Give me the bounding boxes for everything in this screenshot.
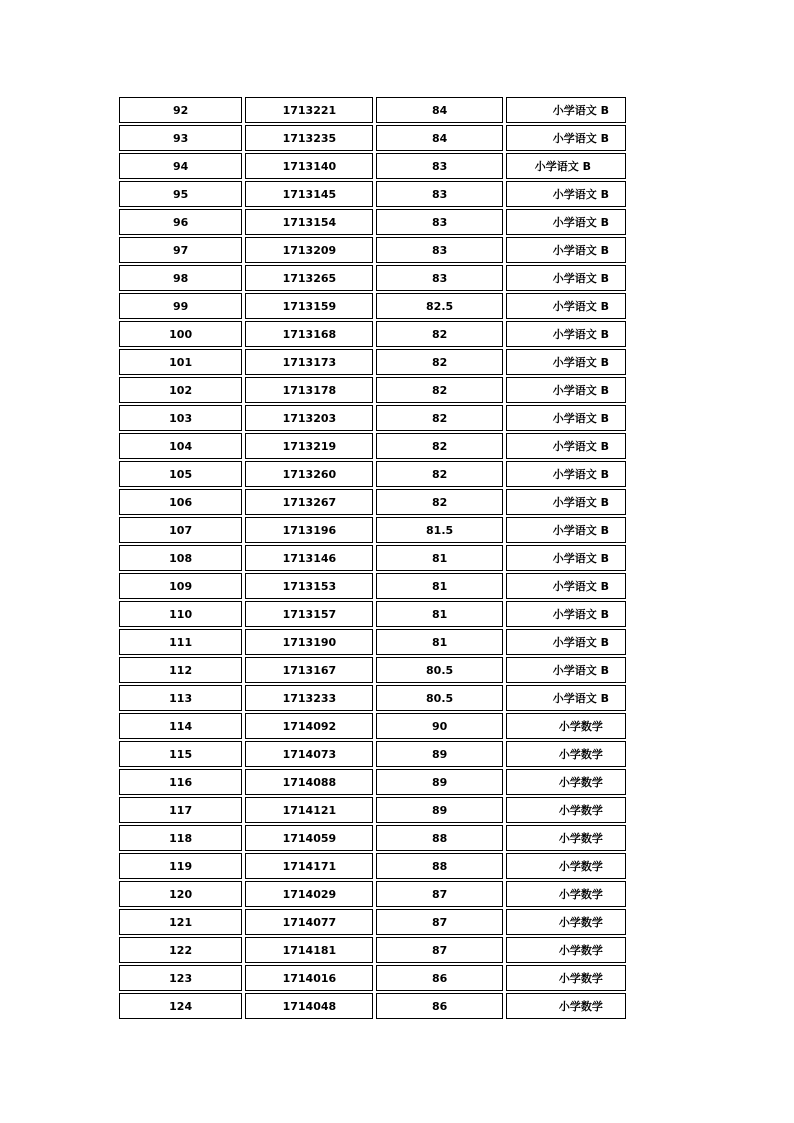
- score-text: 83: [431, 243, 448, 257]
- score-text: 82: [431, 355, 448, 369]
- table-row: [119, 237, 626, 263]
- candidate-id-text: 1714121: [282, 803, 337, 817]
- subject-text: 小学语文 B: [552, 188, 609, 201]
- row-number-text: 97: [172, 243, 189, 257]
- score-cell: [376, 797, 502, 823]
- score-text: 80.5: [426, 691, 454, 705]
- score-text: 81.5: [426, 523, 454, 537]
- candidate-id-text: 1714088: [282, 775, 337, 789]
- candidate-id-cell: [245, 993, 373, 1019]
- score-text: 88: [431, 831, 448, 845]
- subject-text: 小学语文 B: [552, 412, 609, 425]
- row-number-text: 122: [169, 943, 193, 957]
- candidate-id-text: 1713178: [282, 383, 337, 397]
- row-number-cell: [119, 377, 242, 403]
- candidate-id-cell: [245, 545, 373, 571]
- subject-cell: [506, 741, 626, 767]
- subject-text: 小学语文 B: [552, 328, 609, 341]
- row-number-text: 121: [169, 915, 193, 929]
- subject-text: 小学语文 B: [552, 132, 609, 145]
- subject-text: 小学语文 B: [552, 636, 609, 649]
- table-row: [119, 489, 626, 515]
- row-number-cell: [119, 657, 242, 683]
- subject-cell: [506, 853, 626, 879]
- row-number-cell: [119, 853, 242, 879]
- subject-cell: [506, 153, 626, 179]
- table-row: [119, 461, 626, 487]
- subject-cell: [506, 181, 626, 207]
- table-row: [119, 741, 626, 767]
- score-text: 80.5: [426, 663, 454, 677]
- row-number-text: 118: [169, 831, 193, 845]
- candidate-id-cell: [245, 153, 373, 179]
- subject-cell: [506, 825, 626, 851]
- subject-cell: [506, 545, 626, 571]
- score-cell: [376, 825, 502, 851]
- table-row: [119, 769, 626, 795]
- candidate-id-cell: [245, 405, 373, 431]
- table-row: [119, 181, 626, 207]
- row-number-cell: [119, 461, 242, 487]
- candidate-id-text: 1713146: [282, 551, 337, 565]
- subject-cell: [506, 433, 626, 459]
- row-number-cell: [119, 713, 242, 739]
- subject-cell: [506, 881, 626, 907]
- score-cell: [376, 741, 502, 767]
- candidate-id-text: 1713209: [282, 243, 337, 257]
- table-row: [119, 853, 626, 879]
- row-number-cell: [119, 965, 242, 991]
- row-number-text: 123: [169, 971, 193, 985]
- candidate-id-text: 1713196: [282, 523, 337, 537]
- table-row: [119, 713, 626, 739]
- score-text: 83: [431, 159, 448, 173]
- candidate-id-cell: [245, 461, 373, 487]
- score-cell: [376, 965, 502, 991]
- row-number-text: 100: [169, 327, 193, 341]
- subject-text: 小学数学: [558, 776, 603, 789]
- row-number-cell: [119, 573, 242, 599]
- score-cell: [376, 769, 502, 795]
- candidate-id-text: 1713159: [282, 299, 337, 313]
- subject-text: 小学数学: [558, 860, 603, 873]
- row-number-text: 106: [169, 495, 193, 509]
- row-number-text: 119: [169, 859, 193, 873]
- candidate-id-cell: [245, 601, 373, 627]
- table-row: [119, 937, 626, 963]
- subject-text: 小学语文 B: [552, 244, 609, 257]
- candidate-id-cell: [245, 517, 373, 543]
- candidate-id-text: 1713190: [282, 635, 337, 649]
- row-number-cell: [119, 125, 242, 151]
- row-number-text: 120: [169, 887, 193, 901]
- candidate-id-text: 1713145: [282, 187, 337, 201]
- score-cell: [376, 629, 502, 655]
- candidate-id-cell: [245, 881, 373, 907]
- score-text: 81: [431, 551, 448, 565]
- score-text: 82: [431, 439, 448, 453]
- row-number-text: 95: [172, 187, 189, 201]
- row-number-text: 99: [172, 299, 189, 313]
- subject-cell: [506, 685, 626, 711]
- candidate-id-text: 1713153: [282, 579, 337, 593]
- table-row: [119, 153, 626, 179]
- table-row: [119, 601, 626, 627]
- candidate-id-text: 1714048: [282, 999, 337, 1013]
- table-row: [119, 349, 626, 375]
- table-row: [119, 909, 626, 935]
- subject-cell: [506, 125, 626, 151]
- score-cell: [376, 517, 502, 543]
- subject-text: 小学数学: [558, 972, 603, 985]
- subject-text: 小学语文 B: [552, 664, 609, 677]
- subject-text: 小学数学: [558, 888, 603, 901]
- row-number-text: 101: [169, 355, 193, 369]
- row-number-cell: [119, 601, 242, 627]
- score-cell: [376, 153, 502, 179]
- candidate-id-cell: [245, 181, 373, 207]
- score-cell: [376, 293, 502, 319]
- candidate-id-cell: [245, 125, 373, 151]
- score-cell: [376, 237, 502, 263]
- candidate-id-text: 1713260: [282, 467, 337, 481]
- score-cell: [376, 349, 502, 375]
- candidate-id-cell: [245, 741, 373, 767]
- score-text: 84: [431, 103, 448, 117]
- candidate-id-text: 1714029: [282, 887, 337, 901]
- score-text: 82: [431, 411, 448, 425]
- score-text: 83: [431, 215, 448, 229]
- candidate-id-cell: [245, 377, 373, 403]
- candidate-id-text: 1713154: [282, 215, 337, 229]
- candidate-id-cell: [245, 797, 373, 823]
- subject-text: 小学数学: [558, 832, 603, 845]
- candidate-id-text: 1714092: [282, 719, 337, 733]
- row-number-cell: [119, 825, 242, 851]
- subject-cell: [506, 377, 626, 403]
- subject-cell: [506, 909, 626, 935]
- table-row: [119, 545, 626, 571]
- row-number-text: 108: [169, 551, 193, 565]
- score-text: 87: [431, 943, 448, 957]
- score-text: 89: [431, 747, 448, 761]
- row-number-cell: [119, 741, 242, 767]
- table-row: [119, 97, 626, 123]
- score-cell: [376, 573, 502, 599]
- subject-text: 小学语文 B: [552, 496, 609, 509]
- subject-text: 小学语文 B: [534, 160, 591, 173]
- subject-cell: [506, 937, 626, 963]
- candidate-id-text: 1713265: [282, 271, 337, 285]
- subject-cell: [506, 237, 626, 263]
- subject-text: 小学语文 B: [552, 692, 609, 705]
- score-cell: [376, 993, 502, 1019]
- score-cell: [376, 209, 502, 235]
- row-number-cell: [119, 937, 242, 963]
- score-cell: [376, 713, 502, 739]
- score-text: 87: [431, 915, 448, 929]
- score-cell: [376, 657, 502, 683]
- row-number-text: 104: [169, 439, 193, 453]
- score-text: 86: [431, 999, 448, 1013]
- score-text: 81: [431, 579, 448, 593]
- subject-text: 小学语文 B: [552, 272, 609, 285]
- candidate-id-text: 1713203: [282, 411, 337, 425]
- table-row: [119, 377, 626, 403]
- row-number-text: 110: [169, 607, 193, 621]
- candidate-id-cell: [245, 573, 373, 599]
- subject-cell: [506, 965, 626, 991]
- table-row: [119, 265, 626, 291]
- subject-text: 小学语文 B: [552, 608, 609, 621]
- score-text: 86: [431, 971, 448, 985]
- subject-text: 小学数学: [558, 1000, 603, 1013]
- table-row: [119, 321, 626, 347]
- score-cell: [376, 881, 502, 907]
- score-text: 82.5: [426, 299, 454, 313]
- score-cell: [376, 461, 502, 487]
- subject-cell: [506, 629, 626, 655]
- table-row: [119, 629, 626, 655]
- table-row: [119, 573, 626, 599]
- candidate-id-cell: [245, 713, 373, 739]
- candidate-id-text: 1713157: [282, 607, 337, 621]
- row-number-cell: [119, 265, 242, 291]
- candidate-id-text: 1714181: [282, 943, 337, 957]
- table-row: [119, 433, 626, 459]
- subject-text: 小学数学: [558, 944, 603, 957]
- row-number-cell: [119, 153, 242, 179]
- subject-cell: [506, 797, 626, 823]
- subject-text: 小学数学: [558, 748, 603, 761]
- row-number-cell: [119, 349, 242, 375]
- score-text: 88: [431, 859, 448, 873]
- row-number-cell: [119, 517, 242, 543]
- score-cell: [376, 97, 502, 123]
- subject-cell: [506, 405, 626, 431]
- row-number-text: 109: [169, 579, 193, 593]
- score-text: 83: [431, 187, 448, 201]
- score-text: 81: [431, 607, 448, 621]
- row-number-text: 114: [169, 719, 193, 733]
- row-number-cell: [119, 769, 242, 795]
- subject-cell: [506, 657, 626, 683]
- score-text: 81: [431, 635, 448, 649]
- candidate-id-text: 1713267: [282, 495, 337, 509]
- candidate-id-text: 1713221: [282, 103, 337, 117]
- row-number-text: 124: [169, 999, 193, 1013]
- subject-text: 小学语文 B: [552, 356, 609, 369]
- subject-cell: [506, 97, 626, 123]
- subject-cell: [506, 209, 626, 235]
- row-number-text: 93: [172, 131, 189, 145]
- candidate-id-cell: [245, 965, 373, 991]
- table-row: [119, 657, 626, 683]
- table-row: [119, 405, 626, 431]
- score-cell: [376, 321, 502, 347]
- score-cell: [376, 433, 502, 459]
- row-number-cell: [119, 797, 242, 823]
- subject-cell: [506, 461, 626, 487]
- candidate-id-cell: [245, 349, 373, 375]
- row-number-cell: [119, 489, 242, 515]
- table-row: [119, 293, 626, 319]
- candidate-id-text: 1713235: [282, 131, 337, 145]
- score-cell: [376, 937, 502, 963]
- score-cell: [376, 685, 502, 711]
- subject-text: 小学语文 B: [552, 384, 609, 397]
- score-cell: [376, 853, 502, 879]
- table-row: [119, 797, 626, 823]
- table-row: [119, 965, 626, 991]
- candidate-id-cell: [245, 293, 373, 319]
- row-number-cell: [119, 97, 242, 123]
- row-number-cell: [119, 321, 242, 347]
- score-cell: [376, 125, 502, 151]
- candidate-id-cell: [245, 825, 373, 851]
- table-row: [119, 209, 626, 235]
- candidate-id-cell: [245, 909, 373, 935]
- score-text: 82: [431, 327, 448, 341]
- subject-text: 小学语文 B: [552, 552, 609, 565]
- row-number-cell: [119, 433, 242, 459]
- score-cell: [376, 405, 502, 431]
- candidate-id-cell: [245, 237, 373, 263]
- subject-cell: [506, 993, 626, 1019]
- subject-cell: [506, 601, 626, 627]
- score-text: 89: [431, 775, 448, 789]
- score-text: 90: [431, 719, 448, 733]
- score-text: 82: [431, 383, 448, 397]
- table-row: [119, 685, 626, 711]
- subject-text: 小学语文 B: [552, 440, 609, 453]
- row-number-cell: [119, 993, 242, 1019]
- score-cell: [376, 545, 502, 571]
- candidate-id-text: 1714059: [282, 831, 337, 845]
- row-number-cell: [119, 209, 242, 235]
- row-number-text: 111: [169, 635, 193, 649]
- candidate-id-text: 1714077: [282, 915, 337, 929]
- subject-text: 小学语文 B: [552, 524, 609, 537]
- table-row: [119, 517, 626, 543]
- row-number-text: 103: [169, 411, 193, 425]
- candidate-id-text: 1713167: [282, 663, 337, 677]
- row-number-cell: [119, 405, 242, 431]
- candidate-id-cell: [245, 769, 373, 795]
- score-cell: [376, 909, 502, 935]
- candidate-id-cell: [245, 685, 373, 711]
- row-number-cell: [119, 629, 242, 655]
- score-text: 87: [431, 887, 448, 901]
- row-number-text: 105: [169, 467, 193, 481]
- candidate-id-text: 1714016: [282, 971, 337, 985]
- subject-text: 小学语文 B: [552, 580, 609, 593]
- score-text: 89: [431, 803, 448, 817]
- row-number-text: 117: [169, 803, 193, 817]
- row-number-cell: [119, 685, 242, 711]
- score-cell: [376, 601, 502, 627]
- subject-text: 小学语文 B: [552, 468, 609, 481]
- row-number-text: 113: [169, 691, 193, 705]
- row-number-text: 92: [172, 103, 189, 117]
- subject-text: 小学语文 B: [552, 104, 609, 117]
- score-text: 84: [431, 131, 448, 145]
- row-number-text: 112: [169, 663, 193, 677]
- candidate-id-text: 1713233: [282, 691, 337, 705]
- row-number-cell: [119, 237, 242, 263]
- candidate-id-text: 1713168: [282, 327, 337, 341]
- candidate-id-text: 1714171: [282, 859, 337, 873]
- row-number-text: 115: [169, 747, 193, 761]
- candidate-id-cell: [245, 209, 373, 235]
- score-text: 82: [431, 467, 448, 481]
- subject-cell: [506, 573, 626, 599]
- candidate-id-cell: [245, 97, 373, 123]
- score-text: 83: [431, 271, 448, 285]
- table-row: [119, 881, 626, 907]
- subject-text: 小学数学: [558, 916, 603, 929]
- score-cell: [376, 377, 502, 403]
- row-number-cell: [119, 909, 242, 935]
- row-number-text: 116: [169, 775, 193, 789]
- row-number-text: 98: [172, 271, 189, 285]
- table-row: [119, 125, 626, 151]
- score-cell: [376, 181, 502, 207]
- candidate-id-cell: [245, 937, 373, 963]
- candidate-id-cell: [245, 265, 373, 291]
- results-table: [119, 97, 626, 1021]
- subject-cell: [506, 713, 626, 739]
- candidate-id-text: 1713173: [282, 355, 337, 369]
- table-row: [119, 993, 626, 1019]
- score-text: 82: [431, 495, 448, 509]
- candidate-id-cell: [245, 433, 373, 459]
- subject-cell: [506, 293, 626, 319]
- candidate-id-cell: [245, 657, 373, 683]
- subject-text: 小学语文 B: [552, 216, 609, 229]
- subject-cell: [506, 769, 626, 795]
- subject-text: 小学语文 B: [552, 300, 609, 313]
- candidate-id-cell: [245, 489, 373, 515]
- candidate-id-text: 1714073: [282, 747, 337, 761]
- row-number-cell: [119, 293, 242, 319]
- subject-text: 小学数学: [558, 804, 603, 817]
- subject-cell: [506, 489, 626, 515]
- subject-cell: [506, 321, 626, 347]
- row-number-text: 94: [172, 159, 189, 173]
- subject-cell: [506, 349, 626, 375]
- subject-cell: [506, 517, 626, 543]
- candidate-id-cell: [245, 629, 373, 655]
- candidate-id-text: 1713219: [282, 439, 337, 453]
- row-number-text: 102: [169, 383, 193, 397]
- row-number-cell: [119, 545, 242, 571]
- score-cell: [376, 489, 502, 515]
- row-number-text: 96: [172, 215, 189, 229]
- table-row: [119, 825, 626, 851]
- candidate-id-cell: [245, 321, 373, 347]
- subject-text: 小学数学: [558, 720, 603, 733]
- candidate-id-cell: [245, 853, 373, 879]
- row-number-cell: [119, 181, 242, 207]
- subject-cell: [506, 265, 626, 291]
- row-number-text: 107: [169, 523, 193, 537]
- score-cell: [376, 265, 502, 291]
- candidate-id-text: 1713140: [282, 159, 337, 173]
- row-number-cell: [119, 881, 242, 907]
